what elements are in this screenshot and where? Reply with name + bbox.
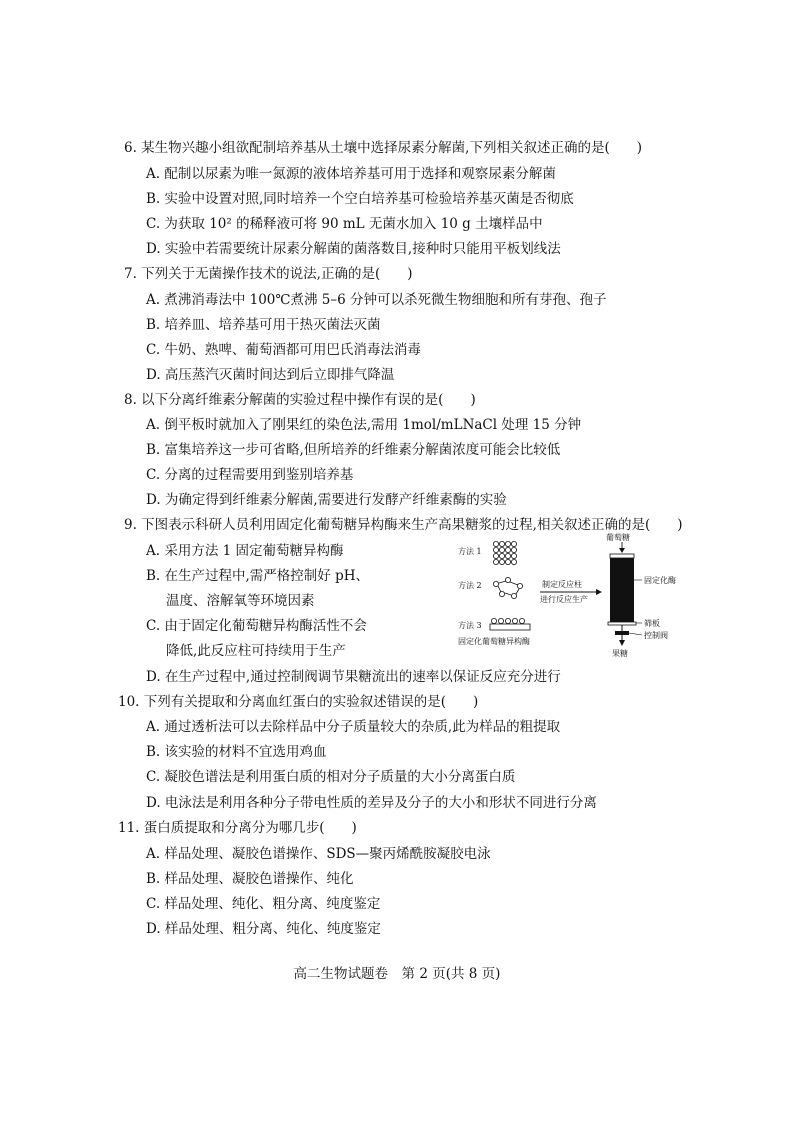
- page-footer: 高二生物试题卷 第 2 页(共 8 页): [293, 966, 501, 982]
- question-7-option-d: D. 高压蒸汽灭菌时间达到后立即排气降温: [146, 367, 395, 383]
- figure-method3-label: 方法 3: [458, 621, 482, 630]
- figure-arrow-top-label: 制定反应柱: [542, 580, 582, 589]
- question-9-stem: 9. 下图表示科研人员利用固定化葡萄糖异构酶来生产高果糖浆的过程,相关叙述正确的是( ): [124, 517, 683, 533]
- question-11-option-d: D. 样品处理、粗分离、纯化、纯度鉴定: [146, 921, 381, 937]
- outlet-arrowhead-icon: [619, 640, 625, 646]
- question-6-option-c: C. 为获取 10² 的稀释液可将 90 mL 无菌水加入 10 g 土壤样品中: [146, 216, 543, 232]
- question-8-option-a: A. 倒平板时就加入了刚果红的染色法,需用 1mol/mLNaCl 处理 15 分钟: [146, 417, 582, 433]
- enzyme-reactor-figure: [456, 532, 706, 662]
- question-7-option-c: C. 牛奶、熟啤、葡萄酒都可用巴氏消毒法消毒: [146, 342, 421, 358]
- question-7-option-a: A. 煮沸消毒法中 100℃煮沸 5–6 分钟可以杀死微生物细胞和所有芽孢、孢子: [146, 292, 607, 308]
- figure-valve-label: 控制阀: [644, 631, 668, 640]
- column-top-icon: [610, 554, 634, 558]
- question-8-stem: 8. 以下分离纤维素分解菌的实验过程中操作有误的是( ): [124, 392, 476, 408]
- leader-line: [629, 633, 642, 635]
- reaction-column-icon: [610, 558, 634, 622]
- question-9-option-b-cont: 温度、溶解氧等环境因素: [166, 593, 315, 609]
- sieve-plate-icon: [608, 622, 636, 625]
- question-10-option-b: B. 该实验的材料不宜选用鸡血: [146, 744, 327, 760]
- question-11-option-b: B. 样品处理、凝胶色谱操作、纯化: [146, 871, 354, 887]
- question-6-option-a: A. 配制以尿素为唯一氮源的液体培养基可用于选择和观察尿素分解菌: [146, 166, 556, 182]
- question-10-option-a: A. 通过透析法可以去除样品中分子质量较大的杂质,此为样品的粗提取: [146, 719, 561, 735]
- question-9-option-c-cont: 降低,此反应柱可持续用于生产: [166, 643, 346, 659]
- method1-beads-icon: [493, 541, 516, 564]
- arrowhead-icon: [596, 589, 602, 595]
- figure-immobilized-label: 固定化酶: [644, 576, 676, 585]
- method2-crosslink-icon: [493, 577, 522, 598]
- figure-method1-label: 方法 1: [458, 547, 482, 556]
- figure-fructose-label: 果糖: [612, 649, 628, 658]
- question-9-option-b: B. 在生产过程中,需严格控制好 pH、: [146, 568, 370, 584]
- question-10-stem: 10. 下列有关提取和分离血红蛋白的实验叙述错误的是( ): [118, 694, 479, 710]
- question-10-option-c: C. 凝胶色谱法是利用蛋白质的相对分子质量的大小分离蛋白质: [146, 769, 516, 785]
- figure-caption: 固定化葡萄糖异构酶: [458, 637, 530, 646]
- figure-arrow-bottom-label: 进行反应生产: [540, 595, 588, 604]
- question-7-option-b: B. 培养皿、培养基可用干热灭菌法灭菌: [146, 317, 381, 333]
- question-9-option-a: A. 采用方法 1 固定葡萄糖异构酶: [146, 543, 344, 559]
- question-11-option-c: C. 样品处理、纯化、粗分离、纯度鉴定: [146, 896, 381, 912]
- method3-carrier-icon: [490, 618, 530, 630]
- figure-method2-label: 方法 2: [458, 581, 482, 590]
- figure-sieve-label: 筛板: [644, 619, 660, 628]
- valve-icon: [615, 631, 629, 635]
- question-10-option-d: D. 电泳法是利用各种分子带电性质的差异及分子的大小和形状不同进行分离: [146, 795, 597, 811]
- question-9-option-c: C. 由于固定化葡萄糖异构酶活性不会: [146, 618, 367, 634]
- figure-glucose-label: 葡萄糖: [606, 533, 630, 542]
- question-6-stem: 6. 某生物兴趣小组欲配制培养基从土壤中选择尿素分解菌,下列相关叙述正确的是( ): [124, 140, 642, 156]
- question-7-stem: 7. 下列关于无菌操作技术的说法,正确的是( ): [124, 266, 413, 282]
- inlet-arrowhead-icon: [619, 548, 625, 553]
- question-11-option-a: A. 样品处理、凝胶色谱操作、SDS—聚丙烯酰胺凝胶电泳: [146, 846, 491, 862]
- question-6-option-b: B. 实验中设置对照,同时培养一个空白培养基可检验培养基灭菌是否彻底: [146, 191, 574, 207]
- question-8-option-b: B. 富集培养这一步可省略,但所培养的纤维素分解菌浓度可能会比较低: [146, 442, 561, 458]
- question-9-option-d: D. 在生产过程中,通过控制阀调节果糖流出的速率以保证反应充分进行: [146, 669, 561, 685]
- question-8-option-d: D. 为确定得到纤维素分解菌,需要进行发酵产纤维素酶的实验: [146, 492, 507, 508]
- question-11-stem: 11. 蛋白质提取和分离分为哪几步( ): [118, 820, 357, 836]
- question-6-option-d: D. 实验中若需要统计尿素分解菌的菌落数目,接种时只能用平板划线法: [146, 241, 561, 257]
- question-8-option-c: C. 分离的过程需要用到鉴别培养基: [146, 467, 354, 483]
